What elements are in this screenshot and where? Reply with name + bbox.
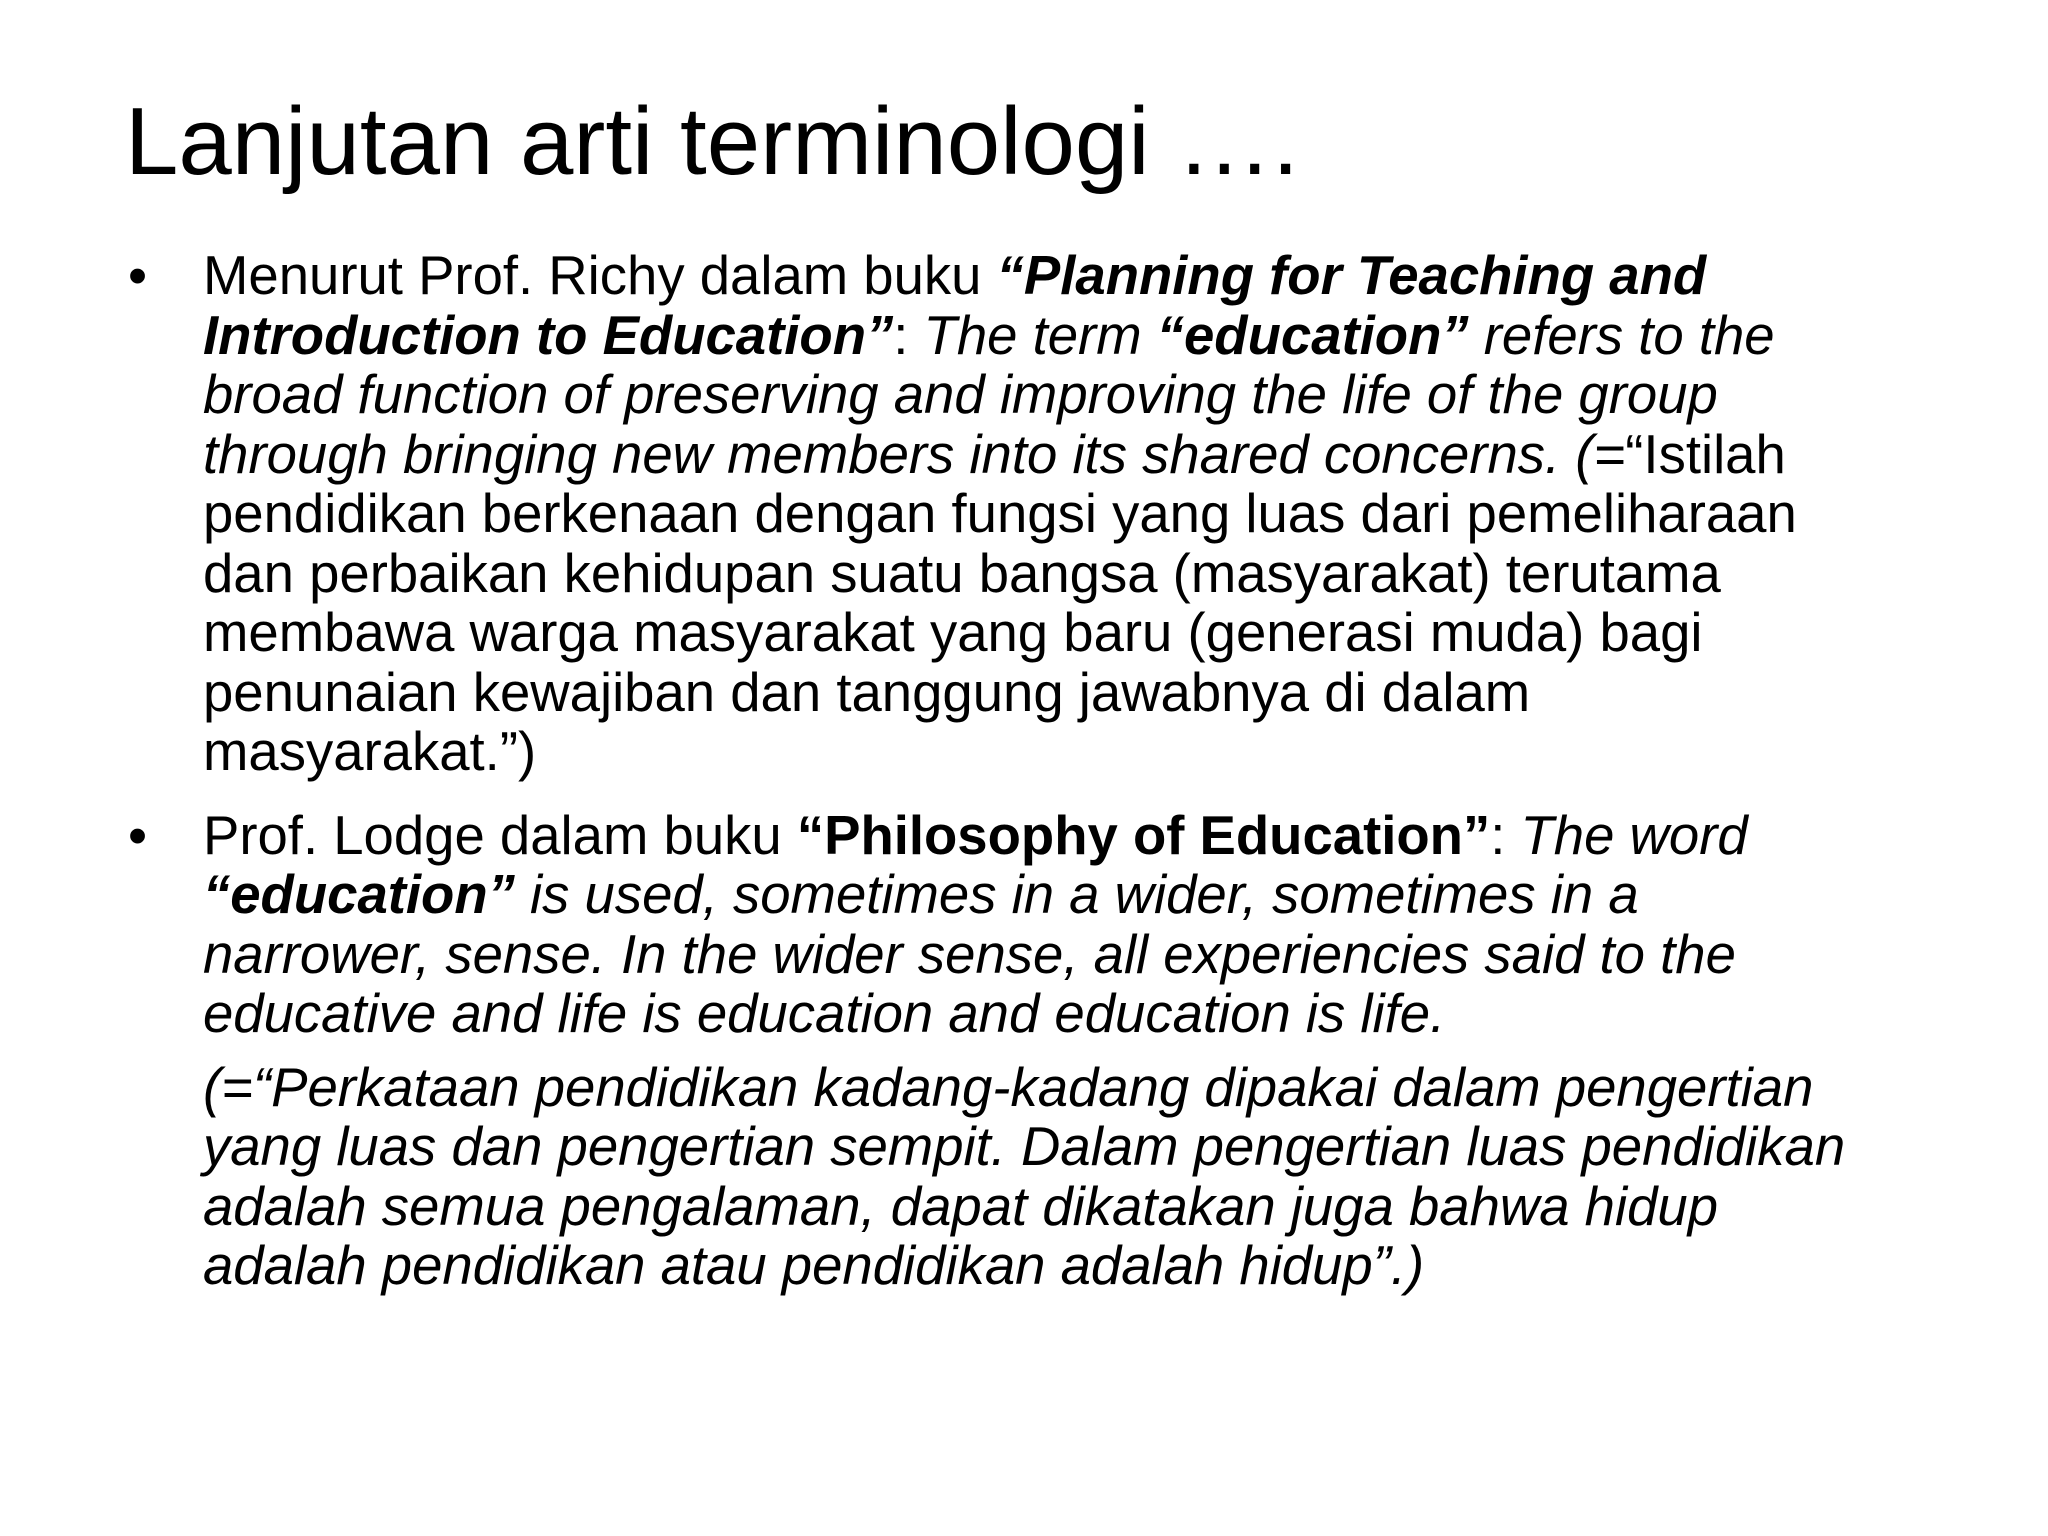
slide-body xyxy=(128,246,1988,1296)
translation-run: yang luas dan pengertian sempit. Dalam pengertian luas pendidikan xyxy=(203,1116,1846,1177)
text-run: : xyxy=(1490,804,1521,866)
text-line xyxy=(203,1236,1988,1296)
text-run: Prof. Lodge dalam buku xyxy=(203,804,797,866)
bullet-item-richy xyxy=(128,246,1988,782)
text-line xyxy=(203,365,1988,425)
quote-run: educative and life is education and education is life. xyxy=(203,983,1446,1044)
bullet-icon: • xyxy=(128,804,148,866)
quote-run: is used, sometimes in a wider, sometimes in a xyxy=(514,864,1639,925)
text-run: “Istilah xyxy=(1625,423,1786,485)
text-line: masyarakat.”) xyxy=(203,721,537,782)
quote-run: refers to the xyxy=(1468,304,1775,366)
translation-run: adalah semua pengalaman, dapat dikatakan juga bahwa hidup xyxy=(203,1175,1719,1237)
quote-run: The word xyxy=(1520,804,1748,866)
translation-run: adalah pendidikan atau pendidikan adalah hidup”.) xyxy=(203,1235,1425,1296)
term-run: “education” xyxy=(203,864,515,925)
book-title-run: “Planning for Teaching and xyxy=(996,245,1707,306)
text-line xyxy=(203,1117,1988,1177)
text-line: membawa warga masyarakat yang baru (generasi muda) bagi xyxy=(203,602,1703,663)
text-line xyxy=(203,925,1988,985)
text-run: Menurut Prof. Richy dalam buku xyxy=(203,245,997,306)
translation-run: (=“Perkataan pendidikan kadang-kadang dipakai dalam pengertian xyxy=(203,1056,1814,1118)
text-line xyxy=(203,306,1988,366)
text-line xyxy=(203,246,1988,306)
text-line xyxy=(203,806,1988,866)
translation-paragraph xyxy=(128,1058,1988,1296)
bullet-item-lodge xyxy=(128,806,1988,1044)
book-title-run: Introduction to Education” xyxy=(203,304,894,366)
quote-run: through bringing new members into its shared concerns. (= xyxy=(203,423,1626,485)
text-line xyxy=(203,1177,1988,1237)
text-run: : xyxy=(893,304,924,366)
text-line: pendidikan berkenaan dengan fungsi yang luas dari pemeliharaan xyxy=(203,483,1797,544)
text-line xyxy=(203,1058,1988,1118)
text-line: dan perbaikan kehidupan suatu bangsa (masyarakat) terutama xyxy=(203,542,1721,604)
book-title-run: “Philosophy of Education” xyxy=(796,804,1491,866)
quote-run: broad function of preserving and improving the life of the group xyxy=(203,364,1718,425)
text-line xyxy=(203,425,1988,485)
bullet-icon: • xyxy=(128,245,148,306)
quote-run: The term xyxy=(923,304,1157,366)
text-line: penunaian kewajiban dan tanggung jawabnya di dalam xyxy=(203,661,1531,723)
quote-run: narrower, sense. In the wider sense, all experiencies said to the xyxy=(203,923,1736,985)
text-line xyxy=(203,984,1988,1044)
text-line xyxy=(203,865,1988,925)
slide-title: Lanjutan arti terminologi …. xyxy=(125,88,1299,195)
term-run: “education” xyxy=(1156,304,1469,366)
